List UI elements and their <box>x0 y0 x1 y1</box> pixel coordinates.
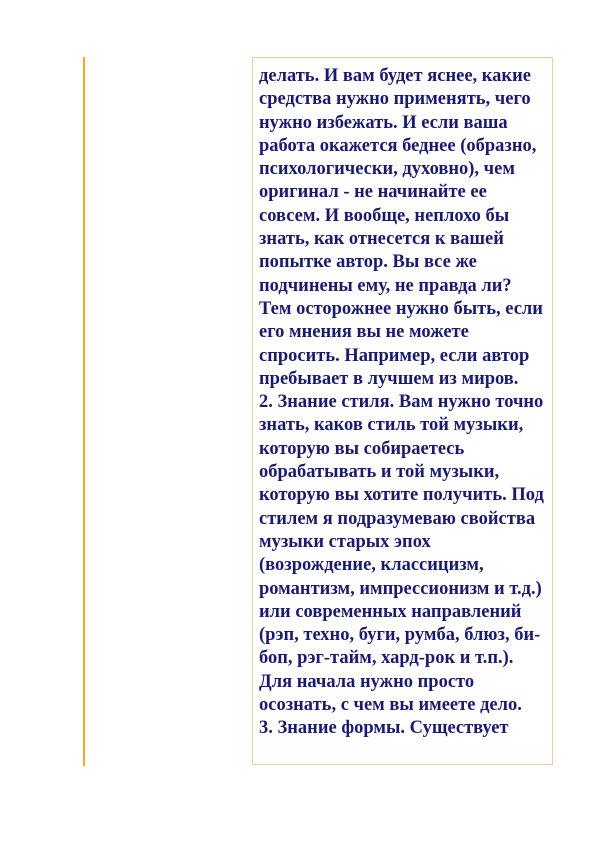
text-line: нужно избежать. И если ваша <box>259 112 508 133</box>
text-line: (рэп, техно, буги, румба, блюз, би- <box>259 625 541 646</box>
text-line: которую вы хотите получить. Под <box>259 485 544 506</box>
text-line: музыки старых эпох <box>259 531 431 552</box>
margin-rule <box>83 57 85 766</box>
text-line: средства нужно применять, чего <box>259 89 531 110</box>
body-text <box>259 65 551 741</box>
text-line: (возрождение, классицизм, <box>259 555 484 576</box>
text-line: пребывает в лучшем из миров. <box>259 368 519 389</box>
text-line: психологически, духовно), чем <box>259 159 515 180</box>
text-line: знать, каков стиль той музыки, <box>259 415 524 436</box>
text-line: попытке автор. Вы все же <box>259 252 477 273</box>
text-line: Тем осторожнее нужно быть, если <box>259 298 543 319</box>
text-line: спросить. Например, если автор <box>259 345 530 366</box>
text-line: романтизм, импрессионизм и т.д.) <box>259 578 542 599</box>
text-line: обрабатывать и той музыки, <box>259 462 500 483</box>
text-line: Для начала нужно просто <box>259 671 475 692</box>
text-line: подчинены ему, не правда ли? <box>259 275 512 296</box>
text-frame <box>252 57 553 765</box>
text-line: стилем я подразумеваю свойства <box>259 508 536 529</box>
text-line: боп, рэг-тайм, хард-рок и т.п.). <box>259 648 514 669</box>
text-line: его мнения вы не можете <box>259 322 469 343</box>
text-line: которую вы собираетесь <box>259 438 465 459</box>
text-line: делать. И вам будет яснее, какие <box>259 66 531 86</box>
text-line: совсем. И вообще, неплохо бы <box>259 205 510 226</box>
text-line: оригинал - не начинайте ее <box>259 182 487 203</box>
text-line: работа окажется беднее (образно, <box>259 135 537 156</box>
text-line: осознать, с чем вы имеете дело. <box>259 695 522 716</box>
text-line: 2. Знание стиля. Вам нужно точно <box>259 392 544 413</box>
text-line: или современных направлений <box>259 601 522 622</box>
text-line: знать, как отнесется к вашей <box>259 229 504 250</box>
text-line: 3. Знание формы. Существует <box>259 718 509 739</box>
